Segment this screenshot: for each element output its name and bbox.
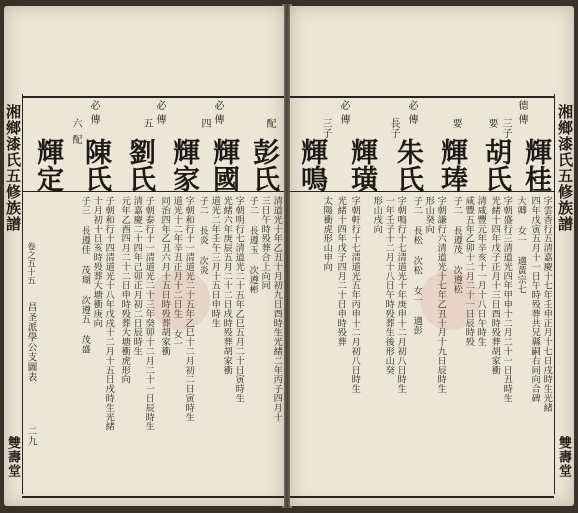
left-bio-col: 光緒六年庚辰五月二十二日戌時殁葬胡家衝 (221, 196, 233, 375)
left-bio-col: 子二 長炎 次炎 (197, 196, 209, 275)
left-section-label: 昌圣派學公支圖表 (25, 302, 37, 382)
right-bio-col: 子二 長松 次松 女一 適彭 (411, 196, 423, 335)
right-bio-col: 字朝謙行六清道光十七年乙丑十月十九日辰時生 (435, 196, 447, 394)
left-bio-col: 子朝和行十四清道光十八年戊戌十二月十五日戌時生光緒 (103, 196, 115, 431)
name-huijia: 輝家 (168, 138, 199, 192)
name-huigui: 輝桂 (520, 138, 551, 192)
left-page-number: 二九 (25, 426, 37, 446)
right-side-d: 三子 (500, 118, 511, 138)
left-volume-label: 卷之五十五 (25, 242, 36, 285)
left-page (4, 6, 284, 506)
right-top-rule (290, 96, 554, 98)
right-label-a2: 傳 (338, 114, 349, 124)
name-huihuang: 輝璜 (346, 138, 377, 192)
left-bio-col: 道光二年壬午三月十五日申時生 (209, 196, 221, 328)
left-bio-col: 清道光十年乙丑十月初九日酉時生光緒二年丙子四月十 (271, 196, 283, 422)
left-label-five: 五 (141, 118, 152, 128)
right-side-c: 要 (450, 118, 461, 128)
right-bio-col: 子二 長遵茂 次遵松 (451, 196, 463, 294)
right-bio-col: 字雲香行五清嘉慶十七年壬申正月十七日戌時生光緒 (541, 196, 553, 413)
watermark-seal (150, 270, 210, 330)
name-peng: 彭氏 (248, 138, 279, 192)
right-bio-col: 光緒十四年戊子正月十三日酉時殁葬胡家衝 (489, 196, 501, 375)
right-bottom-rule (290, 496, 554, 498)
left-hall-name: 雙壽堂 (5, 436, 20, 478)
watermark-seal (420, 270, 480, 330)
name-huiguo: 輝國 (208, 138, 239, 192)
right-bio-col: 咸豐五年乙卯十二月二十一日辰時殁 (463, 196, 475, 347)
left-top-rule (22, 96, 284, 98)
name-huibeng: 輝琫 (436, 138, 467, 192)
right-bio-col: 字朝鳴行十七清道光十年庚申十二月初八日時生 (395, 196, 407, 394)
left-bio-col: 同治四年乙丑六月十五日時殁葬胡家衝 (159, 196, 171, 356)
left-bottom-rule (22, 496, 284, 498)
left-bio-col: 子三 長遵佳 茂瑚 次遵五 茂盛 (79, 196, 91, 354)
left-label-six: 六 (70, 118, 81, 128)
right-label-d2: 傳 (516, 114, 527, 124)
left-label-a: 必 (88, 100, 99, 110)
left-label-c2: 傳 (212, 114, 223, 124)
right-label-d: 德 (516, 100, 527, 110)
right-margin-title: 湘鄉漆氏五修族譜 (556, 104, 574, 232)
right-bio-col: 字朝盛行三清道光四年甲申十二月二十一日丑時生 (501, 196, 513, 403)
right-page (290, 6, 574, 506)
name-huiming: 輝鳴 (296, 138, 327, 192)
right-label-b2: 傳 (406, 114, 417, 124)
left-margin-title: 湘鄉漆氏五修族譜 (4, 104, 22, 232)
right-side-b: 長子 (388, 118, 399, 138)
left-bio-col: 清嘉慶二十四年己卯正月初二日辰時生 (131, 196, 143, 356)
left-bio-col: 三日午時殁葬合上向同 (259, 196, 271, 290)
left-label-four: 四 (199, 118, 210, 128)
left-bio-col: 字朝和行十一清道光二十五年乙巳十二月初二日寅時生 (183, 196, 195, 422)
left-label-c: 必 (212, 100, 223, 110)
name-liu: 劉氏 (124, 138, 155, 192)
name-zhu: 朱氏 (392, 138, 423, 192)
name-huiding: 陳氏 (80, 138, 111, 192)
left-label-pei2: 配 (264, 118, 275, 128)
left-label-pei: 配 (70, 134, 81, 144)
right-bio-col: 光緒十四年戊子四月二十日申時殁葬 (335, 196, 347, 347)
right-bio-col: 大卿 女一 適黃宗七 (515, 196, 527, 294)
right-hall-name: 雙壽堂 (556, 436, 571, 478)
right-bio-col: 太陽衝虎形山申向 (321, 196, 333, 272)
left-bio-col: 子朝泰行十一清道光二十三年癸卯十二月二十一日辰時生 (143, 196, 155, 431)
left-bio-col: 十月初十日亥時殁葬大塘衝庚向 (91, 196, 103, 328)
left-bio-col: 道光十二年辛丑正月十二日生 女一 (171, 196, 183, 349)
left-bio-col: 子二 長遵玉 次遵彬 (247, 196, 259, 294)
right-label-b: 必 (406, 100, 417, 110)
left-bio-col: 字朝明行七清道光二十五年乙巳五月二十日寅時生 (233, 196, 245, 403)
right-bio-col: 形山癸向 (423, 196, 435, 234)
left-bio-col: 元年乙酉四月二十二日申時殁葬大塘衝虎形向 (119, 196, 131, 384)
right-bio-col: 一年壬子十二月十八日午時殁葬生後形山癸 (383, 196, 395, 375)
left-margin-line (22, 94, 23, 494)
right-bio-col: 清咸豐元年辛亥十一月十八日午時生 (475, 196, 487, 347)
right-label-a: 必 (338, 100, 349, 110)
right-side-a: 三子 (320, 118, 331, 138)
name-hu: 胡氏 (480, 138, 511, 192)
left-label-a2: 傳 (88, 114, 99, 124)
right-bio-col: 字朝軒行十七清道光五年丙申十二月初八日時生 (349, 196, 361, 394)
right-margin-line (554, 94, 555, 494)
left-label-b2: 傳 (154, 114, 165, 124)
right-side-e: 要 (486, 118, 497, 128)
right-bio-col: 四年戊寅五月十一日午時殁葬共兄縣嗣右同向合碑 (529, 196, 541, 403)
left-label-b: 必 (154, 100, 165, 110)
right-bio-col: 形山戌向 (371, 196, 383, 234)
name-chen: 輝定 (32, 138, 63, 192)
